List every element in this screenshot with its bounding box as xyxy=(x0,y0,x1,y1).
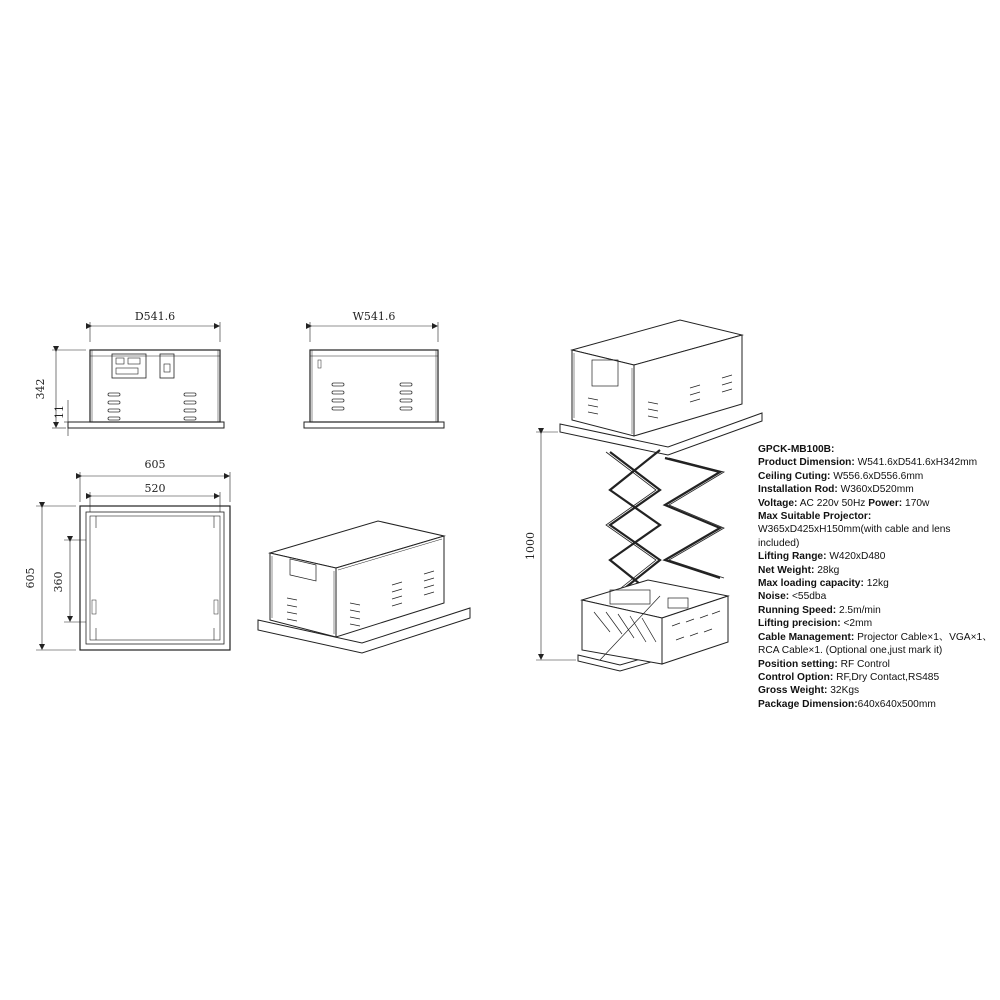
spec-value: 2.5m/min xyxy=(836,604,881,616)
spec-row xyxy=(758,550,994,563)
spec-label: Net Weight: xyxy=(758,564,815,576)
spec-label-power: Power: xyxy=(868,497,903,509)
spec-row xyxy=(758,698,994,711)
top-inner-depth-label: 360 xyxy=(52,571,65,593)
side-view xyxy=(304,322,444,428)
spec-row xyxy=(758,671,994,684)
spec-value: W556.6xD556.6mm xyxy=(830,470,924,482)
spec-label: Control Option: xyxy=(758,671,834,683)
spec-label: Noise: xyxy=(758,591,790,603)
spec-row xyxy=(758,564,994,577)
spec-label: Position setting: xyxy=(758,658,838,670)
spec-value: <2mm xyxy=(840,618,873,630)
spec-label: Product Dimension: xyxy=(758,457,855,469)
spec-row xyxy=(758,510,994,523)
top-outer-depth-label: 605 xyxy=(24,567,37,589)
side-width-label: W541.6 xyxy=(352,310,396,323)
spec-label: Cable Management: xyxy=(758,631,855,643)
lift-height-label: 1000 xyxy=(524,532,537,560)
spec-label: Lifting precision: xyxy=(758,618,841,630)
spec-value: RF,Dry Contact,RS485 xyxy=(833,671,940,683)
spec-value: AC 220v 50Hz xyxy=(797,497,869,509)
spec-label: Max loading capacity: xyxy=(758,578,864,590)
spec-value: W541.6xD541.6xH342mm xyxy=(854,457,978,469)
front-base-label: 11 xyxy=(53,405,66,419)
spec-label: Package Dimension: xyxy=(758,698,858,710)
spec-value: <55dba xyxy=(789,591,827,603)
front-view xyxy=(52,322,224,436)
spec-value: 32Kgs xyxy=(827,685,860,697)
spec-value: 12kg xyxy=(863,578,889,590)
front-height-label: 342 xyxy=(34,378,47,400)
spec-row xyxy=(758,590,994,603)
spec-label: Voltage: xyxy=(758,497,798,509)
spec-value: 640x640x500mm xyxy=(857,698,936,710)
spec-row xyxy=(758,684,994,697)
spec-row xyxy=(758,483,994,496)
spec-value: W365xD425xH150mm(with cable and lens included) xyxy=(758,524,951,549)
top-inner-width-label: 520 xyxy=(144,482,166,495)
spec-label: Running Speed: xyxy=(758,604,837,616)
spec-list xyxy=(758,443,994,711)
spec-row xyxy=(758,631,994,658)
spec-value-power: 170w xyxy=(902,497,930,509)
spec-row xyxy=(758,456,994,469)
front-depth-label: D541.6 xyxy=(134,310,176,323)
spec-value: 28kg xyxy=(814,564,840,576)
spec-value: W420xD480 xyxy=(826,551,886,563)
spec-row xyxy=(758,617,994,630)
spec-label: Gross Weight: xyxy=(758,685,828,697)
spec-label: Installation Rod: xyxy=(758,484,838,496)
spec-label: Ceiling Cuting: xyxy=(758,470,831,482)
model-name: GPCK-MB100B: xyxy=(758,444,835,455)
spec-label: Max Suitable Projector: xyxy=(758,511,872,523)
spec-label: Lifting Range: xyxy=(758,551,827,563)
spec-row xyxy=(758,577,994,590)
isometric-lift xyxy=(536,320,762,671)
spec-row xyxy=(758,470,994,483)
spec-value: Projector Cable×1、VGA×1、RCA Cable×1. (Optional one,just mark it) xyxy=(758,631,993,657)
spec-row xyxy=(758,523,994,550)
spec-value: RF Control xyxy=(837,658,890,670)
spec-row xyxy=(758,497,994,510)
spec-value: W360xD520mm xyxy=(837,484,914,496)
top-outer-width-label: 605 xyxy=(144,458,166,471)
top-view xyxy=(36,472,230,650)
spec-row xyxy=(758,604,994,617)
spec-row xyxy=(758,658,994,671)
isometric-closed-box xyxy=(258,521,470,653)
